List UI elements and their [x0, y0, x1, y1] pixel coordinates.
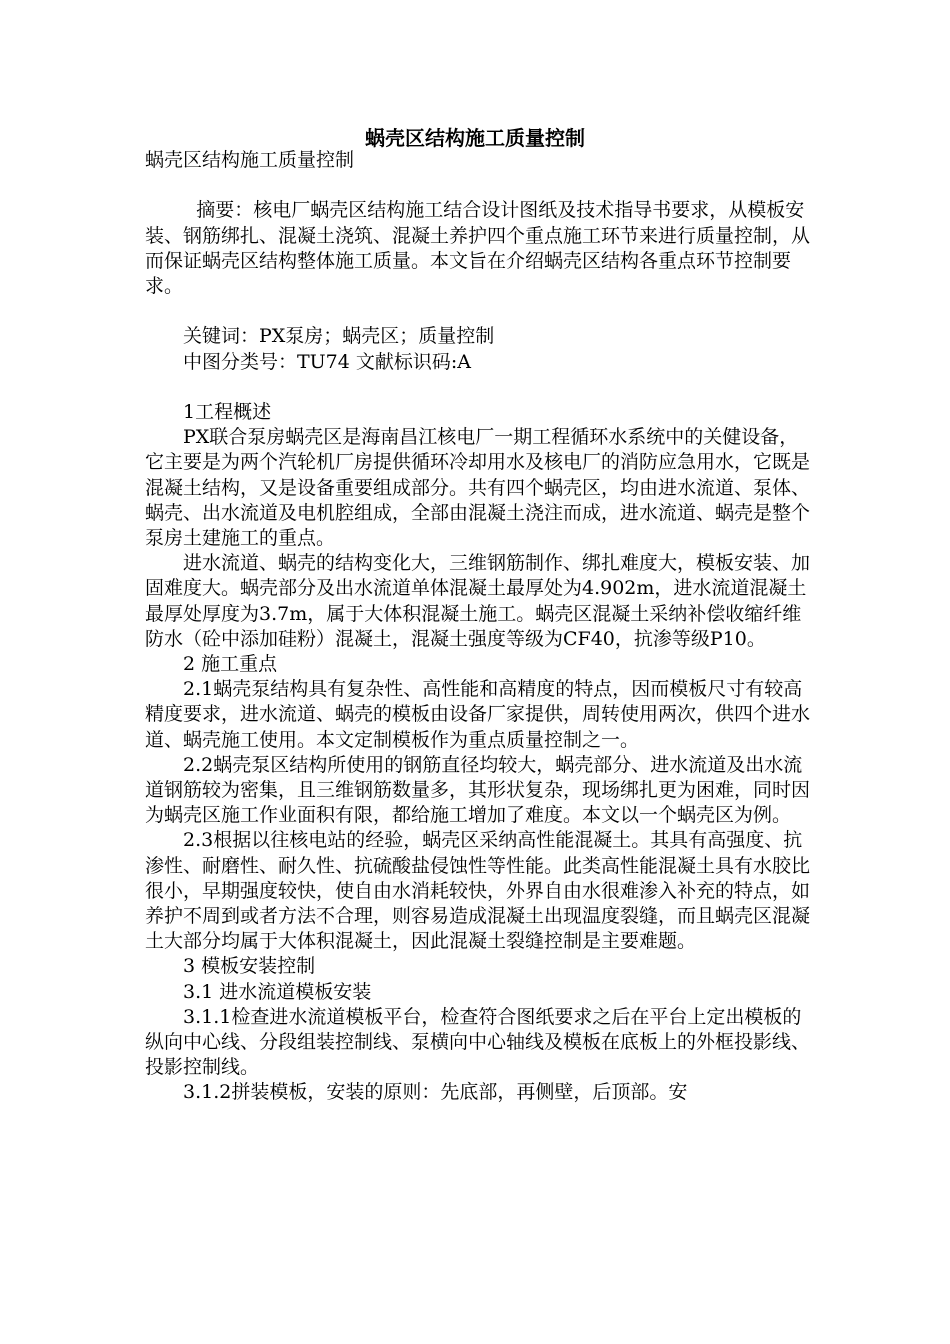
document-subtitle: 蜗壳区结构施工质量控制 [145, 149, 355, 171]
body-paragraph: 2.2蜗壳泵区结构所使用的钢筋直径均较大，蜗壳部分、进水流道及出水流道钢筋较为密集，且三维钢筋数量多，其形状复杂，现场绑扎更为困难，同时因为蜗壳区施工作业面积有限，都给施工增加了难度。本文以一个蜗壳区为例。 [145, 753, 811, 827]
spacer [145, 299, 810, 324]
section-heading: 2 施工重点 [183, 653, 278, 676]
subsection-heading: 3.1 进水流道模板安装 [183, 980, 372, 1003]
body-paragraph: 进水流道、蜗壳的结构变化大，三维钢筋制作、绑扎难度大，模板安装、加固难度大。蜗壳部分及出水流道单体混凝土最厚处为4.902m，进水流道混凝土最厚处厚度为3.7m，属于大体积混凝土施工。蜗壳区混凝土采纳补偿收缩纤维防水（砼中添加硅粉）混凝土，混凝土强度等级为CF40，抗渗等级P10。 [145, 552, 811, 650]
abstract-paragraph: 摘要：核电厂蜗壳区结构施工结合设计图纸及技术指导书要求，从模板安装、钢筋绑扎、混凝土浇筑、混凝土养护四个重点施工环节来进行质量控制，从而保证蜗壳区结构整体施工质量。本文旨在介绍蜗壳区结构各重点环节控制要求。 [145, 199, 811, 297]
spacer [145, 173, 810, 198]
spacer [145, 375, 810, 400]
body-paragraph: 3.1.2拼装模板，安装的原则：先底部，再侧壁，后顶部。安 [183, 1081, 688, 1104]
document-title: 蜗壳区结构施工质量控制 [365, 126, 585, 150]
classification-line: 中图分类号：TU74 文献标识码:A [183, 350, 472, 373]
body-paragraph: 2.3根据以往核电站的经验，蜗壳区采纳高性能混凝土。其具有高强度、抗渗性、耐磨性、耐久性、抗硫酸盐侵蚀性等性能。此类高性能混凝土具有水胶比很小，早期强度较快，使自由水消耗较快，外界自由水很难渗入补充的特点，如养护不周到或者方法不合理，则容易造成混凝土出现温度裂缝，而且蜗壳区混凝土大部分均属于大体积混凝土，因此混凝土裂缝控制是主要难题。 [145, 829, 811, 953]
body-paragraph: 2.1蜗壳泵结构具有复杂性、高性能和高精度的特点，因而模板尺寸有较高精度要求，进水流道、蜗壳的模板由设备厂家提供，周转使用两次，供四个进水道、蜗壳施工使用。本文定制模板作为重点质量控制之一。 [145, 678, 811, 751]
document-body [145, 148, 810, 1106]
section-heading: 1工程概述 [183, 400, 272, 423]
keywords-line: 关键词：PX泵房；蜗壳区；质量控制 [183, 325, 495, 348]
body-paragraph: PX联合泵房蜗壳区是海南昌江核电厂一期工程循环水系统中的关健设备，它主要是为两个汽轮机厂房提供循环冷却用水及核电厂的消防应急用水，它既是混凝土结构，又是设备重要组成部分。共有四个蜗壳区，均由进水流道、泵体、蜗壳、出水流道及电机腔组成，全部由混凝土浇注而成，进水流道、蜗壳是整个泵房土建施工的重点。 [145, 426, 811, 549]
body-paragraph: 3.1.1检查进水流道模板平台，检查符合图纸要求之后在平台上定出模板的纵向中心线、分段组装控制线、泵横向中心轴线及模板在底板上的外框投影线、投影控制线。 [145, 1005, 811, 1079]
section-heading: 3 模板安装控制 [183, 955, 316, 978]
